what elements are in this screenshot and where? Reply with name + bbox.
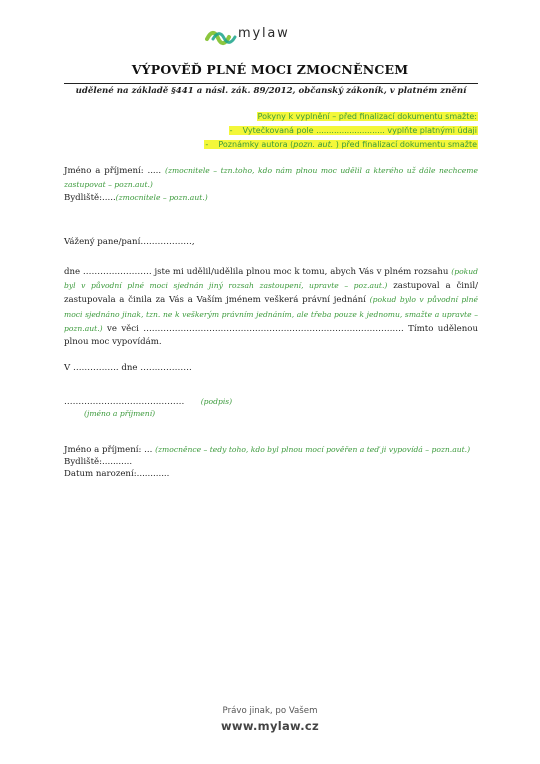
recipient-address: Bydliště:.....(zmocnitele – pozn.aut.): [64, 193, 208, 203]
title-divider: [64, 83, 478, 84]
logo-text: mylaw: [238, 26, 290, 41]
salutation: Vážený pane/paní………………,: [64, 237, 195, 247]
sender-address: Bydliště:...........: [64, 457, 133, 467]
place-date: V ……………. dne ………………: [64, 363, 192, 373]
document-subtitle: udělené na základě §441 a násl. zák. 89/2012, občanský zákoník, v platném znění: [75, 86, 467, 96]
instructions-line-2: - Vytečkovaná pole ........................... vyplňte platnými údaji: [229, 126, 477, 135]
footer-url[interactable]: www.mylaw.cz: [220, 719, 320, 733]
recipient-name: Jméno a příjmení: ..... (zmocnitele – tzn.toho, kdo nám plnou moc udělil a kterého už dále nechceme zastupovat – pozn.aut.): [64, 166, 478, 189]
document-title: VÝPOVĚĎ PLNÉ MOCI ZMOCNĚNCEM: [131, 62, 409, 77]
logo: [205, 28, 290, 48]
signature-name-note: (jméno a příjmení): [84, 409, 156, 418]
recipient-name-note: (zmocnitele – tzn.toho, kdo nám plnou moc udělil a kterého už dále nechceme zastupovat – pozn.aut.): [64, 166, 478, 189]
sender-name-note: (zmocněnce – tedy toho, kdo byl plnou mocí pověřen a teď ji vypovídá – pozn.aut.): [155, 445, 471, 454]
scope-note: (pokud byl v původní plné moci sjednán jiný rozsah zastoupení, upravte – poz.aut.): [64, 267, 479, 291]
instructions-line-3: - Poznámky autora (pozn. aut. ) před finalizací dokumentu smažte: [205, 140, 477, 149]
instructions-line-1: Pokyny k vyplnění – před finalizací dokumentu smažte:: [257, 112, 477, 121]
legal-acts-note: (pokud bylo v původní plné moci sjednáno jinak, tzn. ne k veškerým právním jednáním, ale třeba pouze k jednomu, smažte a upravte – pozn.aut.): [64, 295, 478, 333]
logo-waves-icon: [205, 28, 237, 46]
sender-name: Jméno a příjmení: ... (zmocněnce – tedy toho, kdo byl plnou mocí pověřen a teď ji vypovídá – pozn.aut.): [64, 445, 471, 455]
footer-slogan: Právo jinak, po Vašem: [222, 706, 318, 716]
signature-line: …………………………………… (podpis): [64, 397, 233, 407]
main-paragraph: dne …………………… jste mi udělil/udělila plnou moc k tomu, abych Vás v plném rozsahu (pokud byl v původní plné moci sjednán jiný rozsah zastoupení, upravte – poz.aut.) zastupoval a činil/ zastupovala a činila za Vás a Vaším jménem veškerá právní jednání (pokud bylo v původní plné moci sjednáno jinak, tzn. ne k veškerým právním jednáním, ale třeba pouze k jednomu, smažte a upravte – pozn.aut.) ve věci ………………………………………………………………………………. Tímto udělenou plnou moc vypovídám.: [64, 267, 479, 348]
signature-note: (podpis): [200, 397, 233, 406]
recipient-address-note: (zmocnitele – pozn.aut.): [115, 193, 208, 202]
sender-dob: Datum narození:............: [64, 469, 170, 479]
